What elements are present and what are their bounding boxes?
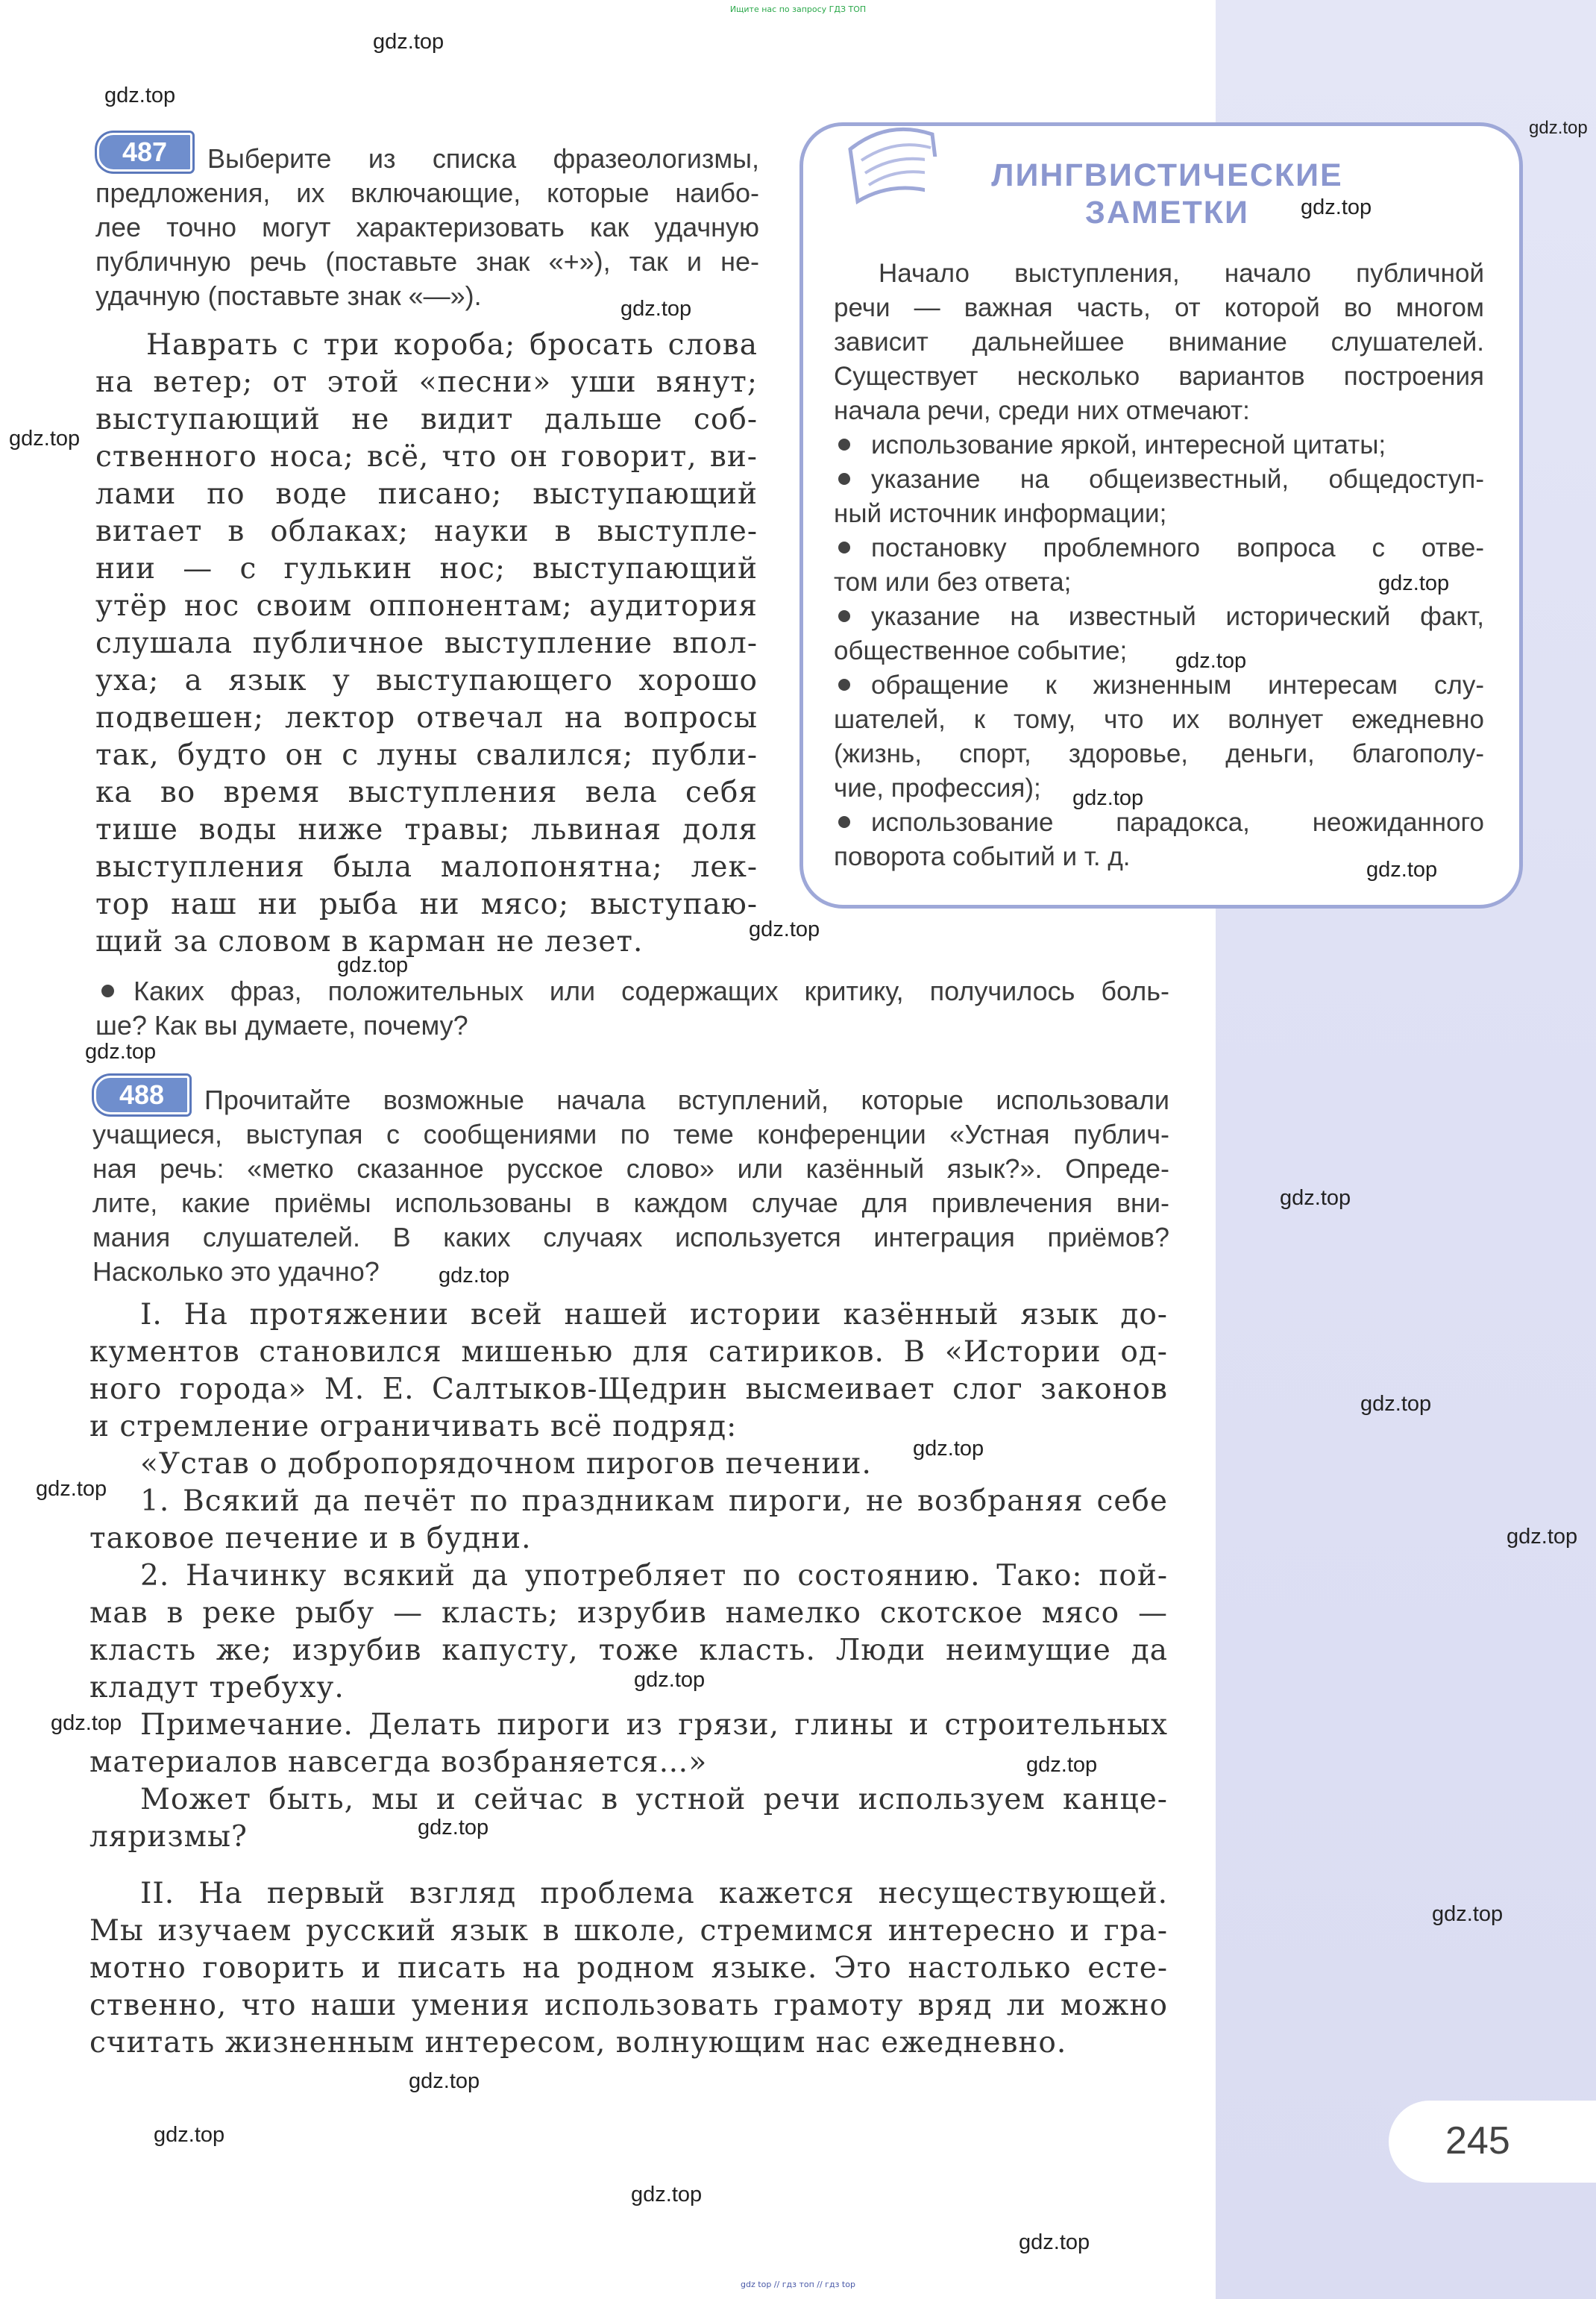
- text-line: ляризмы?: [89, 1820, 248, 1854]
- text-line: II. На первый взгляд проблема кажется несуществующей.: [140, 1877, 1168, 1910]
- watermark: gdz.top: [1360, 1392, 1432, 1416]
- watermark: gdz.top: [1529, 118, 1588, 138]
- text-line: удачную (поставьте знак «—»).: [95, 280, 482, 311]
- page-number: 245: [1445, 2119, 1510, 2162]
- text-line: «Устав о добропорядочном пирогов печении.: [140, 1447, 872, 1481]
- watermark: gdz.top: [373, 30, 444, 54]
- watermark: gdz.top: [913, 1437, 984, 1461]
- text-line: уха; а язык у выступающего хорошо: [95, 664, 758, 697]
- bullet-icon: [838, 679, 850, 691]
- notes-bullet-line: общественное событие;: [834, 636, 1128, 665]
- text-line: и стремление ограничивать всё подряд:: [89, 1410, 738, 1443]
- watermark: gdz.top: [1378, 571, 1450, 595]
- text-line: ка во время выступления вела себя: [95, 776, 758, 809]
- watermark: gdz.top: [749, 918, 820, 941]
- notes-bullet-line: шателей, к тому, что их волнует ежедневно: [834, 705, 1484, 734]
- top-note: Ищите нас по запросу ГДЗ ТОП: [729, 4, 867, 14]
- text-line: 2. Начинку всякий да употребляет по состоянию. Тако: пой-: [140, 1559, 1168, 1593]
- notes-bullet-line: использование яркой, интересной цитаты;: [834, 428, 1484, 462]
- text-line: Насколько это удачно?: [92, 1256, 380, 1287]
- text-line: тише воды ниже травы; львиная доля: [95, 813, 758, 847]
- watermark: gdz.top: [439, 1264, 510, 1287]
- watermark: gdz.top: [36, 1477, 107, 1501]
- notes-bullet-line: (жизнь, спорт, здоровье, деньги, благополу-: [834, 739, 1484, 768]
- exercise-488-text-one: [89, 1296, 1168, 1856]
- text-line: публичную речь (поставьте знак «+»), так и не-: [95, 246, 759, 277]
- notes-text: [834, 257, 1484, 874]
- notes-bullet-line: указание на известный исторический факт,: [834, 600, 1484, 634]
- bullet-icon: [838, 610, 850, 622]
- watermark: gdz.top: [51, 1711, 122, 1735]
- text-line: нии — с гулькин нос; выступающий: [95, 552, 758, 586]
- watermark: gdz.top: [1507, 1525, 1578, 1549]
- bottom-note: gdz top // гдз топ // гдз top: [741, 2280, 855, 2289]
- watermark: gdz.top: [9, 427, 81, 451]
- watermark: gdz.top: [104, 84, 176, 107]
- watermark: gdz.top: [634, 1668, 706, 1692]
- exercise-488-badge: 488: [94, 1076, 189, 1114]
- text-line: ственного носа; всё, что он говорит, ви-: [95, 440, 758, 474]
- text-line: ного города» М. Е. Салтыков-Щедрин высмеивает слог законов: [89, 1373, 1168, 1406]
- watermark: gdz.top: [154, 2123, 225, 2147]
- watermark: gdz.top: [1280, 1186, 1351, 1210]
- text-line: считать жизненным интересом, волнующим нас ежедневно.: [89, 2026, 1067, 2060]
- notes-intro-line: зависит дальнейшее внимание слушателей.: [834, 327, 1484, 357]
- notes-title: ЛИНГВИСТИЧЕСКИЕ ЗАМЕТКИ: [925, 157, 1410, 231]
- text-line: Мы изучаем русский язык в школе, стремимся интересно и гра-: [89, 1914, 1168, 1948]
- exercise-487-badge: 487: [97, 133, 192, 172]
- text-line: мания слушателей. В каких случаях используется интеграция приёмов?: [92, 1222, 1169, 1252]
- text-line: учащиеся, выступая с сообщениями по теме конференции «Устная публич-: [92, 1119, 1169, 1150]
- text-line: так, будто он с луны свалился; публи-: [95, 738, 758, 772]
- notes-bullet-line: указание на общеизвестный, общедоступ-: [834, 462, 1484, 497]
- watermark: gdz.top: [1366, 858, 1438, 882]
- text-line: подвешен; лектор отвечал на вопросы: [95, 701, 758, 735]
- watermark: gdz.top: [1175, 649, 1247, 673]
- bullet-icon: [838, 542, 850, 553]
- notes-bullet-line: использование парадокса, неожиданного: [834, 806, 1484, 840]
- notes-bullet-line: ный источник информации;: [834, 499, 1167, 528]
- watermark: gdz.top: [418, 1816, 489, 1839]
- watermark: gdz.top: [409, 2069, 480, 2093]
- text-line: лите, какие приёмы использованы в каждом случае для привлечения вни-: [92, 1188, 1169, 1218]
- text-line: I. На протяжении всей нашей истории казённый язык до-: [140, 1298, 1168, 1332]
- text-line: на ветер; от этой «песни» уши вянут;: [95, 366, 758, 399]
- text-line: утёр нос своим оппонентам; аудитория: [95, 589, 758, 623]
- text-line: мав в реке рыбу — класть; изрубив намелко скотское мясо —: [89, 1596, 1168, 1630]
- text-line: выступления была малопонятна; лек-: [95, 850, 758, 884]
- text-line: слушала публичное выступление впол-: [95, 627, 758, 660]
- text-line: щий за словом в карман не лезет.: [95, 925, 644, 959]
- exercise-488-text-two: [89, 1875, 1168, 2062]
- text-line: Прочитайте возможные начала вступлений, которые использовали: [204, 1085, 1169, 1115]
- text-line: тор наш ни рыба ни мясо; выступаю-: [95, 888, 758, 921]
- text-line: витает в облаках; науки в выступле-: [95, 515, 758, 548]
- bullet-icon: [838, 816, 850, 828]
- bullet-icon: [838, 439, 850, 451]
- text-line: Может быть, мы и сейчас в устной речи используем канце-: [140, 1783, 1168, 1816]
- exercise-487-phrase-list: [95, 327, 758, 961]
- text-line: Выберите из списка фразеологизмы,: [207, 143, 759, 174]
- watermark: gdz.top: [621, 297, 692, 321]
- text-line: класть же; изрубив капусту, тоже класть. Люди неимущие да: [89, 1634, 1168, 1667]
- text-line: Примечание. Делать пироги из грязи, глины и строительных: [140, 1708, 1168, 1742]
- text-line: лами по воде писано; выступающий: [95, 477, 758, 511]
- text-line: Наврать с три короба; бросать слова: [146, 328, 758, 362]
- notes-bullet-line: обращение к жизненным интересам слу-: [834, 668, 1484, 703]
- notes-intro-line: начала речи, среди них отмечают:: [834, 396, 1250, 425]
- notes-intro-line: Существует несколько вариантов построения: [834, 362, 1484, 391]
- exercise-487-question: [95, 974, 1169, 1043]
- watermark: gdz.top: [1072, 786, 1144, 810]
- text-line: лее точно могут характеризовать как удачную: [95, 212, 759, 242]
- text-line: Каких фраз, положительных или содержащих критику, получилось боль-: [95, 974, 1169, 1009]
- watermark: gdz.top: [337, 953, 409, 977]
- text-line: мотно говорить и писать на родном языке. Это настолько есте-: [89, 1951, 1168, 1985]
- exercise-488-task: [92, 1083, 1169, 1289]
- notes-bullet-line: том или без ответа;: [834, 568, 1072, 597]
- watermark: gdz.top: [1432, 1902, 1504, 1926]
- text-line: 1. Всякий да печёт по праздникам пироги, не возбраняя себе: [140, 1484, 1168, 1518]
- notes-bullet-line: чие, профессия);: [834, 774, 1041, 803]
- notes-intro-line: речи — важная часть, от которой во многом: [834, 293, 1484, 322]
- text-line: ная речь: «метко сказанное русское слово» или казённый язык?». Опреде-: [92, 1153, 1169, 1184]
- watermark: gdz.top: [1019, 2230, 1090, 2254]
- text-line: ше? Как вы думаете, почему?: [95, 1010, 468, 1041]
- notes-bullet-line: поворота событий и т. д.: [834, 842, 1131, 871]
- bullet-icon: [838, 473, 850, 485]
- watermark: gdz.top: [85, 1040, 157, 1064]
- text-line: материалов навсегда возбраняется…»: [89, 1746, 708, 1779]
- watermark: gdz.top: [1301, 195, 1372, 219]
- exercise-487-task: [95, 142, 759, 313]
- notes-intro-line: Начало выступления, начало публичной: [879, 259, 1484, 288]
- notes-bullet-line: постановку проблемного вопроса с отве-: [834, 531, 1484, 565]
- text-line: ственно, что наши умения использовать грамоту вряд ли можно: [89, 1989, 1168, 2022]
- text-line: таковое печение и в будни.: [89, 1522, 532, 1555]
- text-line: кладут требуху.: [89, 1671, 345, 1704]
- watermark: gdz.top: [631, 2183, 703, 2207]
- text-line: кументов становился мишенью для сатириков. В «Истории од-: [89, 1335, 1168, 1369]
- text-line: предложения, их включающие, которые наибо-: [95, 178, 759, 208]
- text-line: выступающий не видит дальше соб-: [95, 403, 758, 436]
- watermark: gdz.top: [1026, 1753, 1098, 1777]
- bullet-icon: [101, 985, 114, 997]
